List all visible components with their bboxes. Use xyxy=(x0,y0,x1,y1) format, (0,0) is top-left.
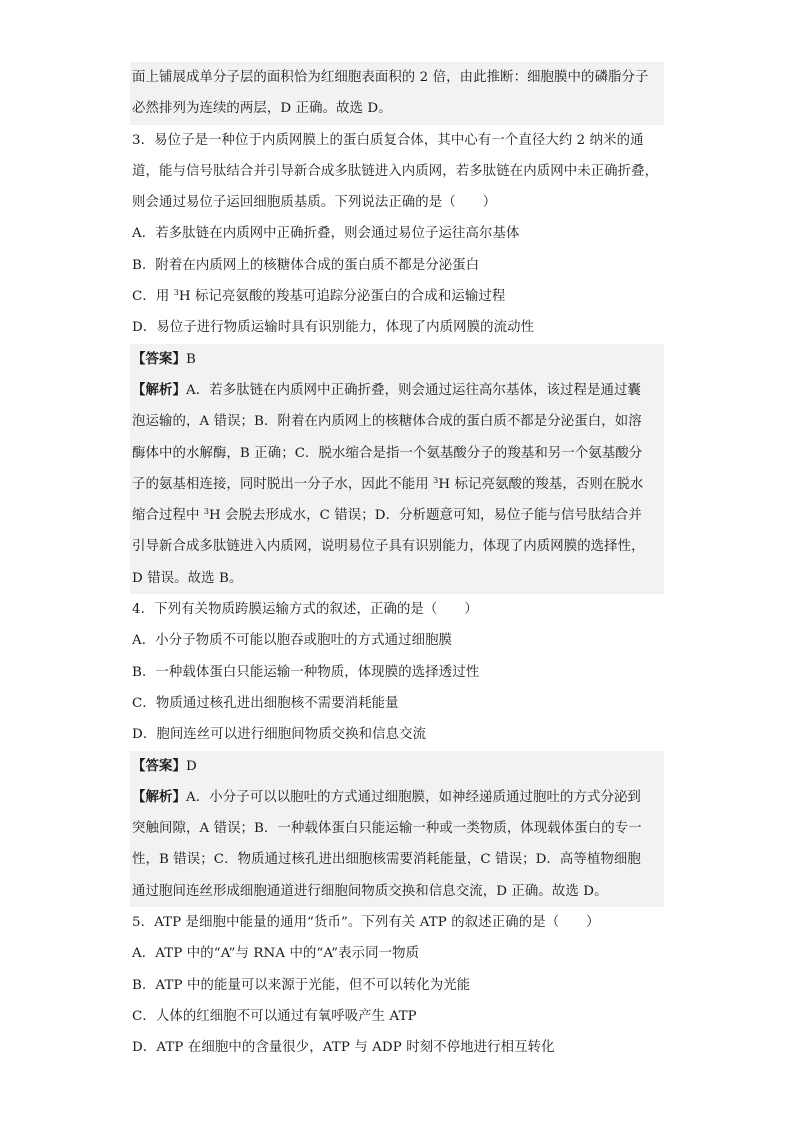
question-stem-line: 3．易位子是一种位于内质网膜上的蛋白质复合体，其中心有一个直径大约 2 纳米的通 xyxy=(132,132,644,148)
text-line: 必然排列为连续的两层，D 正确。故选 D。 xyxy=(132,101,392,117)
previous-explanation xyxy=(130,62,664,125)
analysis-text: H 标记亮氨酸的羧基，否则在脱水 xyxy=(438,476,644,492)
option-c xyxy=(132,281,662,312)
option-b: B．附着在内质网上的核糖体合成的蛋白质不都是分泌蛋白 xyxy=(132,257,480,273)
option-text: C．用 xyxy=(132,289,174,305)
analysis-tag: 【解析】 xyxy=(132,381,186,398)
analysis-line xyxy=(132,500,662,531)
analysis-text: 子的氨基相连接，同时脱出一分子水，因此不能用 xyxy=(132,476,434,492)
document-content xyxy=(132,62,662,1064)
option-d: D．ATP 在细胞中的含量很少，ATP 与 ADP 时刻不停地进行相互转化 xyxy=(132,1040,555,1056)
answer-tag: 【答案】 xyxy=(132,757,186,774)
option-text: H 标记亮氨酸的羧基可追踪分泌蛋白的合成和运输过程 xyxy=(178,289,506,305)
option-d: D．胞间连丝可以进行细胞间物质交换和信息交流 xyxy=(132,727,427,743)
answer-tag: 【答案】 xyxy=(132,350,186,367)
option-a: A．ATP 中的“A”与 RNA 中的“A”表示同一物质 xyxy=(132,946,420,962)
option-d: D．易位子进行物质运输时具有识别能力，体现了内质网膜的流动性 xyxy=(132,320,535,336)
answer-analysis-block xyxy=(130,751,664,907)
question-5 xyxy=(132,907,662,1063)
superscript: 3 xyxy=(173,288,179,298)
question-stem-line: 道，能与信号肽结合并引导新合成多肽链进入内质网，若多肽链在内质网中未正确折叠， xyxy=(132,163,659,179)
analysis-text: H 会脱去形成水，C 错误；D．分析题意可知，易位子能与信号肽结合并 xyxy=(209,508,642,524)
answer-line xyxy=(132,751,662,782)
option-a: A．若多肽链在内质网中正确折叠，则会通过易位子运往高尔基体 xyxy=(132,226,520,242)
analysis-line: D 错误。故选 B。 xyxy=(132,570,243,586)
option-b: B．ATP 中的能量可以来源于光能，但不可以转化为光能 xyxy=(132,977,471,993)
analysis-line: 引导新合成多肽链进入内质网，说明易位子具有识别能力，体现了内质网膜的选择性， xyxy=(132,539,645,555)
question-3 xyxy=(132,125,662,594)
analysis-text: 缩合过程中 xyxy=(132,508,204,524)
analysis-tag: 【解析】 xyxy=(132,788,186,805)
answer-line xyxy=(132,344,662,375)
text-line: 面上铺展成单分子层的面积恰为红细胞表面积的 2 倍，由此推断：细胞膜中的磷脂分子 xyxy=(132,70,649,85)
superscript: 3 xyxy=(203,507,210,517)
answer-analysis-block xyxy=(130,344,664,594)
question-stem-line: 4．下列有关物质跨膜运输方式的叙述，正确的是（ ） xyxy=(132,602,478,618)
option-a: A．小分子物质不可能以胞吞或胞吐的方式通过细胞膜 xyxy=(132,633,453,649)
question-stem-line: 5．ATP 是细胞中能量的通用“货币”。下列有关 ATP 的叙述正确的是（ ） xyxy=(132,915,600,931)
question-4 xyxy=(132,594,662,907)
question-stem-line: 则会通过易位子运回细胞质基质。下列说法正确的是（ ） xyxy=(132,195,497,211)
analysis-line xyxy=(132,375,662,406)
analysis-line: 通过胞间连丝形成细胞通道进行细胞间物质交换和信息交流，D 正确。故选 D。 xyxy=(132,883,608,899)
analysis-line xyxy=(132,782,662,813)
analysis-line: 性，B 错误；C．物质通过核孔进出细胞核需要消耗能量，C 错误；D．高等植物细胞 xyxy=(132,852,641,868)
analysis-text: A．小分子可以以胞吐的方式通过细胞膜，如神经递质通过胞吐的方式分泌到 xyxy=(185,789,641,805)
option-b: B．一种载体蛋白只能运输一种物质，体现膜的选择透过性 xyxy=(132,664,480,680)
analysis-line: 泡运输的，A 错误；B．附着在内质网上的核糖体合成的蛋白质不都是分泌蛋白，如溶 xyxy=(132,414,642,430)
superscript: 3 xyxy=(433,475,439,485)
analysis-line: 酶体中的水解酶，B 正确；C．脱水缩合是指一个氨基酸分子的羧基和另一个氨基酸分 xyxy=(132,445,643,461)
answer-value: B xyxy=(185,351,196,367)
analysis-text: A．若多肽链在内质网中正确折叠，则会通过运往高尔基体，该过程是通过囊 xyxy=(185,382,641,398)
option-c: C．物质通过核孔进出细胞核不需要消耗能量 xyxy=(132,695,399,711)
option-c: C．人体的红细胞不可以通过有氧呼吸产生 ATP xyxy=(132,1008,417,1024)
analysis-line: 突触间隙，A 错误；B．一种载体蛋白只能运输一种或一类物质，体现载体蛋白的专一 xyxy=(132,821,642,837)
analysis-line xyxy=(132,469,662,500)
answer-value: D xyxy=(185,758,197,774)
